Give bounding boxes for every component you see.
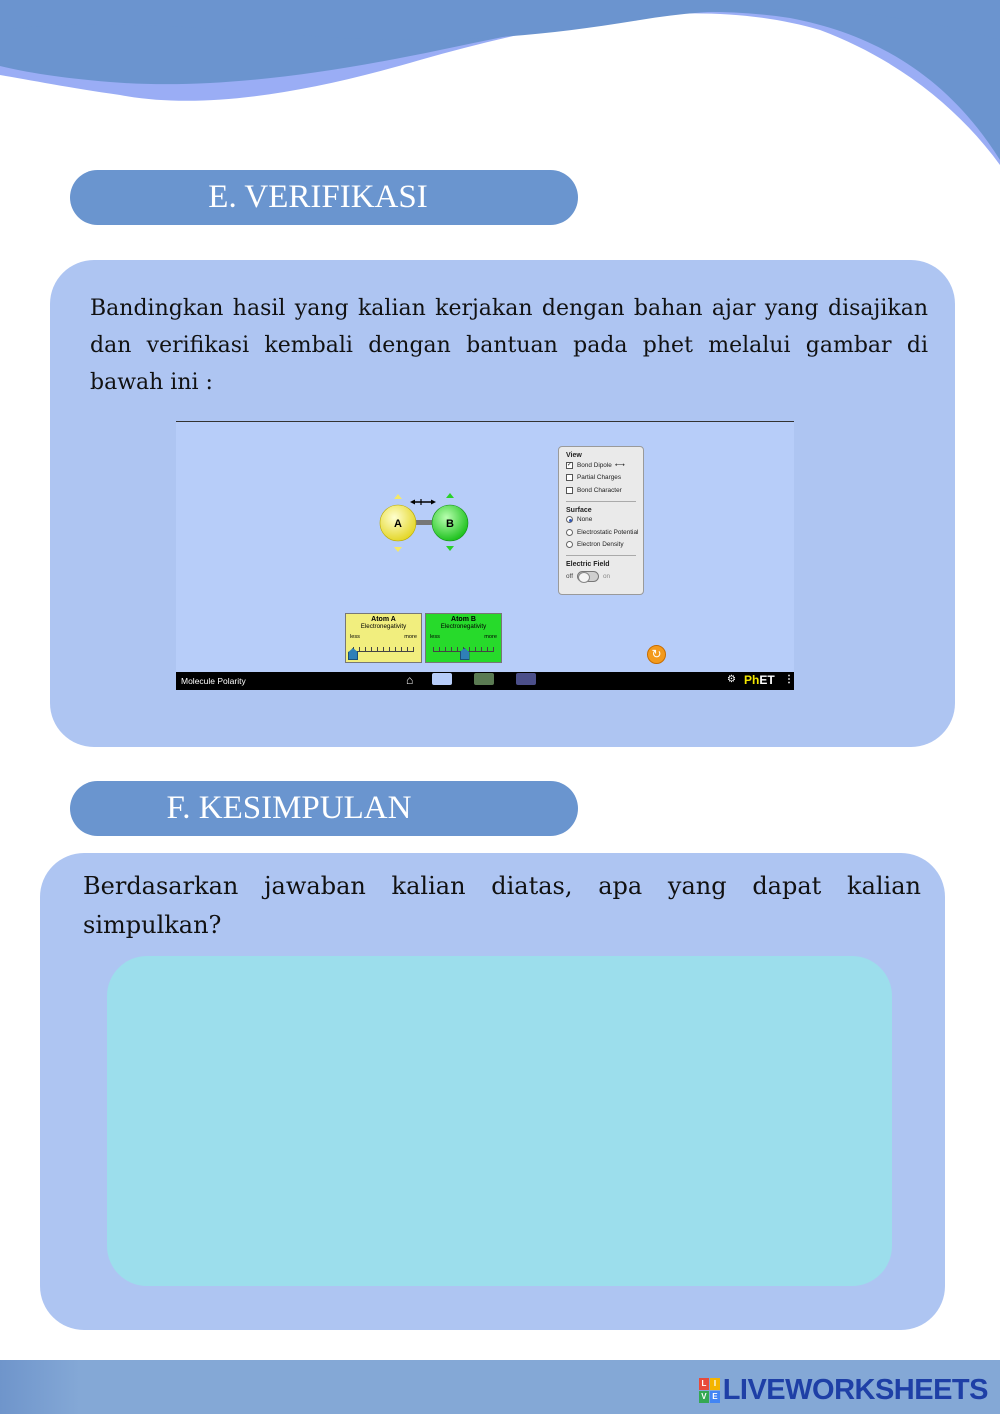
atom-b-label: B (446, 518, 454, 530)
atom-a-label: A (394, 518, 402, 530)
bond-character-option[interactable] (566, 484, 643, 497)
partial-charges-option[interactable] (566, 472, 643, 485)
toggle-on-label: on (603, 573, 611, 580)
surface-option-density[interactable] (566, 539, 643, 552)
bond-dipole-option[interactable] (566, 459, 643, 472)
liveworksheets-brand[interactable] (699, 1374, 988, 1407)
section-e-heading (70, 170, 578, 225)
atom-a-title: Atom A (371, 616, 396, 623)
conclusion-answer-field[interactable] (107, 956, 892, 1286)
panel-divider (566, 501, 636, 502)
surface-none-label: None (577, 516, 593, 524)
surface-electrostatic-label: Electrostatic Potential (577, 528, 639, 536)
section-f-heading (70, 781, 578, 836)
liveworksheets-logo-icon: L I V E (699, 1378, 720, 1403)
atom-a-more-label: more (404, 634, 417, 640)
reset-icon: ↻ (651, 647, 662, 661)
atom-a-slider-track[interactable] (353, 644, 414, 652)
verification-instruction: Bandingkan hasil yang kalian kerjakan dengan bahan ajar yang disajikan dan verifikasi kembali dengan bantuan pada phet melalui gambar di bawah ini : (90, 296, 928, 395)
bond-dipole-label: Bond Dipole (577, 461, 612, 469)
atom-a-less-label: less (350, 634, 360, 640)
atom-b-more-label: more (484, 634, 497, 640)
atom-a-electronegativity-panel (345, 613, 422, 663)
screen-two-atoms-button[interactable] (432, 673, 452, 685)
surface-option-none[interactable] (566, 514, 643, 527)
top-wave-decoration (0, 0, 1000, 170)
partial-charges-checkbox[interactable] (566, 474, 573, 481)
toggle-off-label: off (566, 573, 573, 580)
electric-field-toggle[interactable] (577, 571, 599, 582)
screen-real-molecules-button[interactable] (516, 673, 536, 685)
bond-dipole-checkbox[interactable]: ✓ (567, 461, 573, 468)
phet-simulation-screenshot (176, 421, 794, 690)
conclusion-question: Berdasarkan jawaban kalian diatas, apa yang dapat kalian simpulkan? (83, 872, 921, 939)
screen-three-atoms-button[interactable] (474, 673, 494, 685)
surface-heading: Surface (566, 506, 592, 514)
section-e-title: E. VERIFIKASI (208, 179, 428, 215)
atom-b-subtitle: Electronegativity (440, 623, 487, 630)
dipole-arrow-icon: ⟷ (614, 462, 625, 470)
bond-character-checkbox[interactable] (566, 487, 573, 494)
sim-title: Molecule Polarity (181, 676, 246, 686)
phet-navbar (176, 672, 794, 690)
footer-bar (0, 1360, 1000, 1414)
home-icon[interactable]: ⌂ (406, 673, 414, 687)
surface-density-label: Electron Density (577, 541, 624, 549)
surface-option-electrostatic[interactable] (566, 526, 643, 539)
gear-icon[interactable]: ⚙ (727, 674, 736, 685)
panel-divider (566, 555, 636, 556)
atom-b-less-label: less (430, 634, 440, 640)
view-control-panel (558, 446, 644, 595)
atom-b-title: Atom B (451, 616, 476, 623)
menu-dots-icon[interactable]: ⋮ (784, 674, 794, 685)
verification-card (50, 260, 955, 747)
atom-b-electronegativity-panel (425, 613, 502, 663)
partial-charges-label: Partial Charges (577, 474, 622, 482)
surface-electrostatic-radio[interactable] (566, 529, 573, 536)
surface-none-radio[interactable] (566, 516, 573, 523)
molecule-diagram (376, 490, 476, 556)
electric-field-toggle-row (566, 571, 643, 582)
electric-field-heading: Electric Field (566, 561, 610, 568)
section-f-title: F. KESIMPULAN (166, 790, 412, 826)
surface-density-radio[interactable] (566, 541, 573, 548)
conclusion-card (40, 853, 945, 1330)
brand-name: LIVEWORKSHEETS (722, 1374, 988, 1406)
atom-a-subtitle: Electronegativity (360, 623, 407, 630)
phet-logo[interactable]: PhET (744, 673, 775, 687)
bond-character-label: Bond Character (577, 486, 622, 494)
reset-all-button[interactable] (647, 645, 666, 664)
view-heading: View (566, 452, 582, 459)
